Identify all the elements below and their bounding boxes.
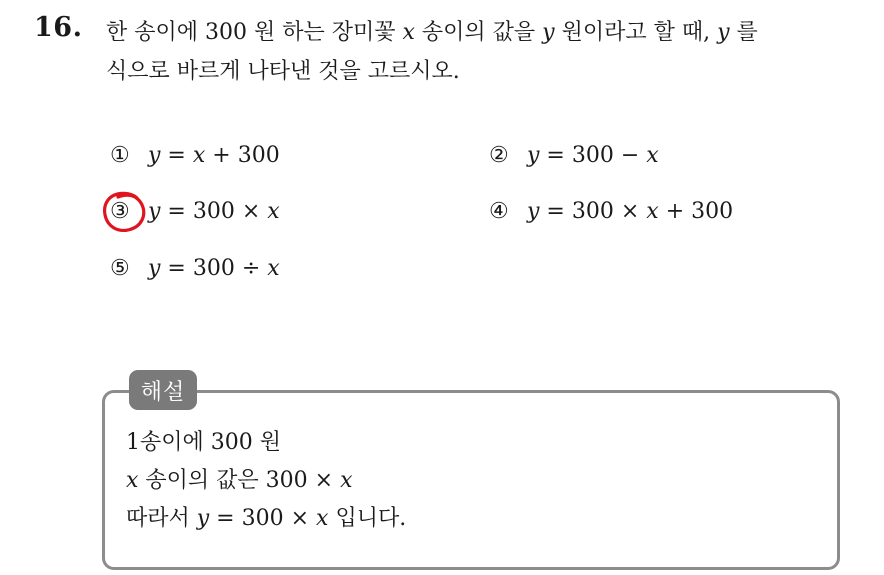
variable-x: x — [316, 506, 329, 531]
expr-segment: + 300 — [658, 199, 734, 224]
expr-segment: = 300 × — [160, 199, 268, 224]
choice-number: ② — [489, 143, 509, 168]
solution-line-3 — [126, 500, 406, 538]
expr-segment: = 300 − — [539, 143, 647, 168]
question-line-2: 식으로 바르게 나타낸 것을 고르시오. — [106, 59, 460, 84]
choice-5[interactable] — [110, 256, 280, 281]
variable-y: y — [148, 256, 161, 281]
question-text-segment: 한 송이에 300 원 하는 장미꽃 — [106, 20, 403, 45]
choice-number: ① — [110, 143, 130, 168]
choice-3[interactable] — [110, 199, 280, 224]
choice-1[interactable] — [110, 143, 280, 168]
solution-segment: 따라서 — [126, 506, 197, 531]
variable-x: x — [646, 199, 659, 224]
question-text-segment: 송이의 값을 — [414, 20, 543, 45]
variable-y: y — [148, 143, 161, 168]
choice-expression — [148, 199, 280, 224]
solution-text — [126, 424, 406, 538]
solution-line-1: 1송이에 300 원 — [126, 430, 281, 455]
solution-tag: 해설 — [129, 370, 197, 410]
question-text-segment: 를 — [729, 20, 758, 45]
variable-x: x — [267, 199, 280, 224]
question-number: 16. — [34, 12, 83, 43]
expr-segment: + 300 — [205, 143, 280, 168]
solution-line-2 — [126, 462, 406, 500]
question-text — [106, 13, 866, 91]
solution-segment: = 300 × — [209, 506, 317, 531]
solution-segment: 입니다. — [328, 506, 407, 531]
variable-y: y — [148, 199, 161, 224]
choice-number: ③ — [110, 199, 130, 224]
question-line-1 — [106, 13, 866, 52]
choice-number: ⑤ — [110, 256, 130, 281]
expr-segment: = — [160, 143, 193, 168]
choice-expression — [148, 143, 280, 168]
choice-expression — [148, 256, 280, 281]
variable-x: x — [192, 143, 206, 168]
variable-x: x — [646, 143, 659, 168]
variable-x: x — [126, 468, 139, 493]
choice-2[interactable] — [489, 143, 659, 168]
variable-x: x — [402, 20, 415, 45]
expr-segment: = 300 ÷ — [160, 256, 268, 281]
choice-4[interactable] — [489, 199, 733, 224]
choice-expression — [527, 199, 733, 224]
expr-segment: = 300 × — [539, 199, 647, 224]
solution-segment: 송이의 값은 300 × — [138, 468, 341, 493]
variable-x: x — [340, 468, 353, 493]
choice-expression — [527, 143, 659, 168]
question-text-segment: 원이라고 할 때, — [554, 20, 718, 45]
variable-y: y — [196, 506, 210, 531]
variable-y: y — [527, 143, 540, 168]
variable-y: y — [542, 20, 555, 45]
variable-x: x — [267, 256, 280, 281]
variable-y: y — [527, 199, 540, 224]
choice-number: ④ — [489, 199, 509, 224]
variable-y: y — [717, 20, 730, 45]
